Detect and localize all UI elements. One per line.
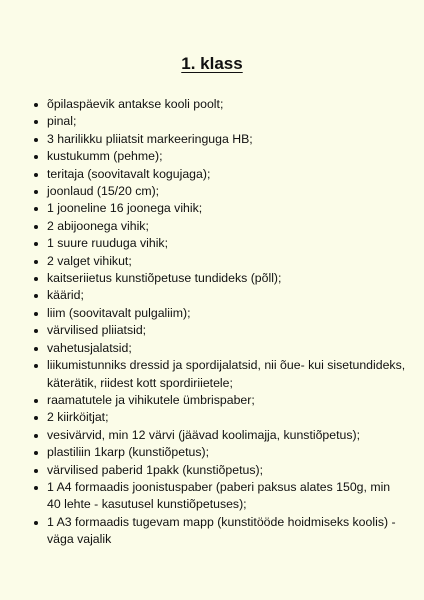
list-item: teritaja (soovitavalt kogujaga); xyxy=(47,166,407,183)
list-item: joonlaud (15/20 cm); xyxy=(47,183,407,200)
list-item: kustukumm (pehme); xyxy=(47,148,407,165)
list-item: 2 abijoonega vihik; xyxy=(47,218,407,235)
list-item: pinal; xyxy=(47,113,407,130)
list-item: 2 valget vihikut; xyxy=(47,253,407,270)
list-item: 1 A4 formaadis joonistuspaber (paberi paksus alates 150g, min 40 lehte - kasutusel kunstiõpetuses); xyxy=(47,479,407,514)
list-item: vahetusjalatsid; xyxy=(47,340,407,357)
list-item: plastiliin 1karp (kunstiõpetus); xyxy=(47,444,407,461)
list-item: 1 jooneline 16 joonega vihik; xyxy=(47,200,407,217)
list-item: 1 A3 formaadis tugevam mapp (kunstitööde hoidmiseks koolis) - väga vajalik xyxy=(47,514,407,549)
list-item: kaitseriietus kunstiõpetuse tundideks (põll); xyxy=(47,270,407,287)
list-item: raamatutele ja vihikutele ümbrispaber; xyxy=(47,392,407,409)
list-item: vesivärvid, min 12 värvi (jäävad koolimajja, kunstiõpetus); xyxy=(47,427,407,444)
list-item: 3 harilikku pliiatsit markeeringuga HB; xyxy=(47,131,407,148)
list-item: värvilised pliiatsid; xyxy=(47,322,407,339)
list-item: 1 suure ruuduga vihik; xyxy=(47,235,407,252)
list-item: 2 kiirköitjat; xyxy=(47,409,407,426)
list-item: liim (soovitavalt pulgaliim); xyxy=(47,305,407,322)
supply-list xyxy=(47,96,407,549)
list-item: liikumistunniks dressid ja spordijalatsid, nii õue- kui sisetundideks, käterätik, riidest kott spordiriietele; xyxy=(47,357,407,392)
page-title: 1. klass xyxy=(181,54,243,73)
list-item: värvilised paberid 1pakk (kunstiõpetus); xyxy=(47,462,407,479)
list-item: käärid; xyxy=(47,287,407,304)
list-item: õpilaspäevik antakse kooli poolt; xyxy=(47,96,407,113)
